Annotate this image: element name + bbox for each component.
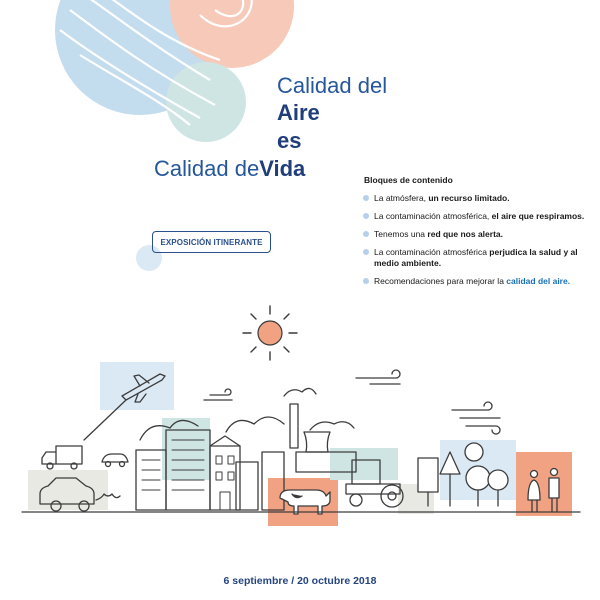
city-buildings-icon xyxy=(136,420,284,510)
item-text: La contaminación atmosférica xyxy=(374,247,490,257)
item-bold: calidad del aire. xyxy=(506,276,571,286)
sky-block xyxy=(100,362,174,410)
mint-block-2 xyxy=(330,448,398,480)
blocks-heading: Bloques de contenido xyxy=(364,175,453,185)
small-car-icon xyxy=(102,454,128,467)
title-highlight-aire: Aire xyxy=(277,100,320,125)
wind-lines-icon xyxy=(204,370,500,434)
salmon-block-2 xyxy=(516,452,572,516)
item-bold: perjudica la salud y al medio ambiente. xyxy=(374,247,578,268)
list-item xyxy=(363,276,595,287)
item-text: Tenemos una xyxy=(374,229,428,239)
list-item xyxy=(363,229,595,240)
exhibition-badge: EXPOSICIÓN ITINERANTE xyxy=(152,231,271,253)
content-blocks-list xyxy=(363,193,595,294)
mint-blob-shape xyxy=(166,62,246,142)
item-text: Recomendaciones para mejorar la xyxy=(374,276,507,286)
title-line-1: Calidad del xyxy=(277,73,388,98)
truck-icon xyxy=(42,446,82,469)
item-bold: un recurso limitado. xyxy=(428,193,510,203)
title-regular-part: Calidad de xyxy=(154,156,260,181)
title-highlight-es: es xyxy=(277,128,302,153)
title-line-2 xyxy=(277,100,320,126)
item-text: La atmósfera, xyxy=(374,193,429,203)
exhibition-dates: 6 septiembre / 20 octubre 2018 xyxy=(223,575,377,587)
item-bold: el aire que respiramos. xyxy=(491,211,585,221)
item-bold: red que nos alerta. xyxy=(427,229,503,239)
item-text: La contaminación atmosférica, xyxy=(374,211,492,221)
list-item xyxy=(363,211,595,222)
title-highlight-vida: Vida xyxy=(259,156,306,181)
list-item xyxy=(363,193,595,204)
title-line-4 xyxy=(154,156,305,182)
title-line-3 xyxy=(277,128,301,154)
list-item xyxy=(363,247,595,269)
sun-icon xyxy=(243,306,297,360)
